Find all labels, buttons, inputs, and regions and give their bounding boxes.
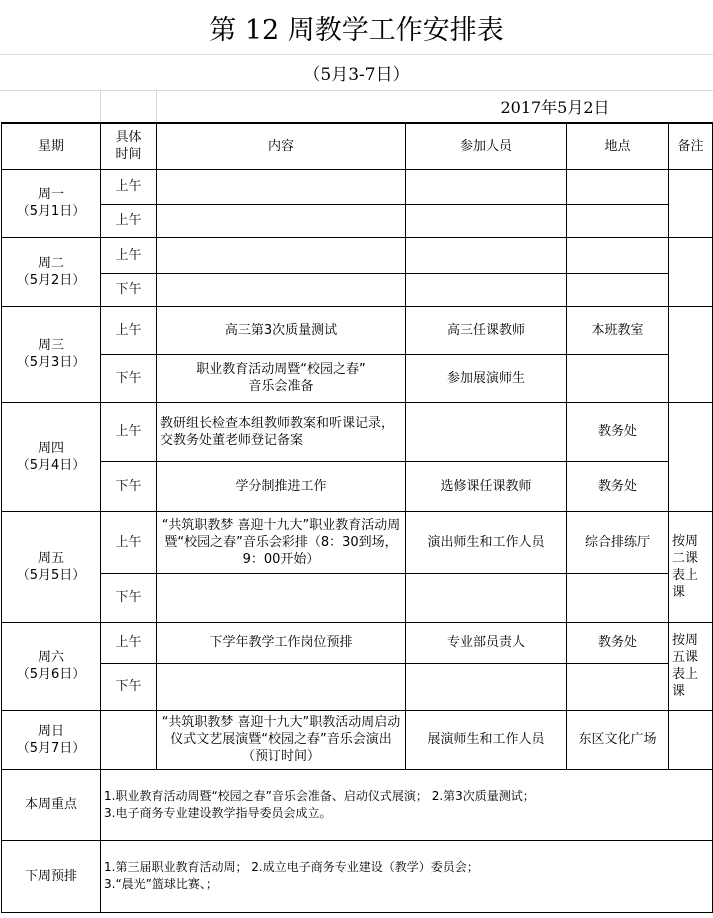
location-cell	[567, 354, 669, 402]
table-row	[2, 663, 713, 710]
location-cell	[567, 573, 669, 622]
time-cell: 上午	[101, 169, 157, 204]
table-row	[2, 769, 713, 840]
location-cell: 本班教室	[567, 306, 669, 354]
table-row	[2, 273, 713, 306]
date-range: （5月3-7日）	[303, 64, 410, 85]
content-cell	[157, 204, 406, 237]
time-cell: 下午	[101, 663, 157, 710]
location-cell: 综合排练厅	[567, 511, 669, 573]
focus-line: 3.电子商务专业建设教学指导委员会成立。	[104, 805, 332, 820]
day-cell: 周五 （5月5日）	[2, 511, 101, 622]
time-cell: 上午	[101, 237, 157, 273]
location-cell	[567, 237, 669, 273]
table-row	[2, 840, 713, 912]
location-cell: 教务处	[567, 402, 669, 461]
next-week-line: 3.“晨光”篮球比赛、；	[104, 877, 218, 891]
participants-cell: 专业部员责人	[406, 622, 567, 663]
table-row	[2, 622, 713, 663]
day-cell: 周六 （5月6日）	[2, 622, 101, 710]
participants-cell	[406, 273, 567, 306]
content-cell: “共筑职教梦 喜迎十九大”职教活动周启动仪式文艺展演暨“校园之春”音乐会演出（预订时间）	[157, 710, 406, 769]
table-row	[2, 306, 713, 354]
participants-cell	[406, 402, 567, 461]
day-cell: 周日 （5月7日）	[2, 710, 101, 769]
table-row	[2, 169, 713, 204]
location-cell: 教务处	[567, 461, 669, 511]
time-cell: 上午	[101, 511, 157, 573]
location-cell: 东区文化广场	[567, 710, 669, 769]
content-cell: 高三第3次质量测试	[157, 306, 406, 354]
column-header-location: 地点	[567, 123, 669, 169]
time-cell: 上午	[101, 622, 157, 663]
gridline	[156, 90, 157, 122]
page-title: 第 12 周教学工作安排表	[209, 14, 504, 46]
next-week-line: 1.第三届职业教育活动周； 2.成立电子商务专业建设（教学）委员会；	[104, 860, 479, 874]
table-row	[2, 354, 713, 402]
next-week-content	[101, 840, 713, 912]
day-cell: 周四 （5月4日）	[2, 402, 101, 511]
table-row	[2, 237, 713, 273]
gridline	[100, 90, 101, 122]
day-cell: 周二 （5月2日）	[2, 237, 101, 306]
notes-cell	[669, 169, 713, 237]
time-cell: 下午	[101, 273, 157, 306]
table-row	[2, 573, 713, 622]
location-cell: 教务处	[567, 622, 669, 663]
content-cell	[157, 573, 406, 622]
location-cell	[567, 273, 669, 306]
next-week-label: 下周预排	[2, 840, 101, 912]
notes-cell: 按周五课表上课	[669, 622, 713, 710]
participants-cell	[406, 169, 567, 204]
time-cell: 上午	[101, 204, 157, 237]
focus-content	[101, 769, 713, 840]
location-cell	[567, 169, 669, 204]
location-cell	[567, 204, 669, 237]
notes-cell: 按周二课表上课	[669, 511, 713, 622]
table-row	[2, 710, 713, 769]
column-header-content: 内容	[157, 123, 406, 169]
participants-cell: 高三任课教师	[406, 306, 567, 354]
content-cell: 教研组长检查本组教师教案和听课记录，交教务处董老师登记备案	[157, 402, 406, 461]
location-cell	[567, 663, 669, 710]
time-cell: 下午	[101, 354, 157, 402]
participants-cell	[406, 573, 567, 622]
issue-date: 2017年5月2日	[500, 97, 610, 117]
participants-cell: 选修课任课教师	[406, 461, 567, 511]
content-cell: 下学年教学工作岗位预排	[157, 622, 406, 663]
time-cell: 上午	[101, 402, 157, 461]
participants-cell	[406, 204, 567, 237]
column-header-time: 具体 时间	[101, 123, 157, 169]
content-cell	[157, 237, 406, 273]
notes-cell	[669, 237, 713, 306]
table-row	[2, 511, 713, 573]
notes-cell	[669, 306, 713, 402]
content-cell	[157, 169, 406, 204]
time-cell: 下午	[101, 573, 157, 622]
column-header-weekday: 星期	[2, 123, 101, 169]
table-row	[2, 402, 713, 461]
content-cell: 职业教育活动周暨“校园之春” 音乐会准备	[157, 354, 406, 402]
participants-cell	[406, 237, 567, 273]
participants-cell: 参加展演师生	[406, 354, 567, 402]
content-cell	[157, 273, 406, 306]
notes-cell	[669, 402, 713, 511]
day-cell: 周三 （5月3日）	[2, 306, 101, 402]
table-row	[2, 204, 713, 237]
time-cell: 下午	[101, 461, 157, 511]
content-cell	[157, 663, 406, 710]
schedule-table	[1, 122, 713, 913]
column-header-notes: 备注	[669, 123, 713, 169]
participants-cell	[406, 663, 567, 710]
content-cell: 学分制推进工作	[157, 461, 406, 511]
column-header-participants: 参加人员	[406, 123, 567, 169]
participants-cell: 演出师生和工作人员	[406, 511, 567, 573]
table-header-row	[2, 123, 713, 169]
time-cell	[101, 710, 157, 769]
time-cell: 上午	[101, 306, 157, 354]
content-cell: “共筑职教梦 喜迎十九大”职业教育活动周暨“校园之春”音乐会彩排（8：30到场，9：00开始）	[157, 511, 406, 573]
table-row	[2, 461, 713, 511]
notes-cell	[669, 710, 713, 769]
focus-label: 本周重点	[2, 769, 101, 840]
focus-line: 1.职业教育活动周暨“校园之春”音乐会准备、启动仪式展演； 2.第3次质量测试；	[104, 788, 535, 803]
day-cell: 周一 （5月1日）	[2, 169, 101, 237]
participants-cell: 展演师生和工作人员	[406, 710, 567, 769]
